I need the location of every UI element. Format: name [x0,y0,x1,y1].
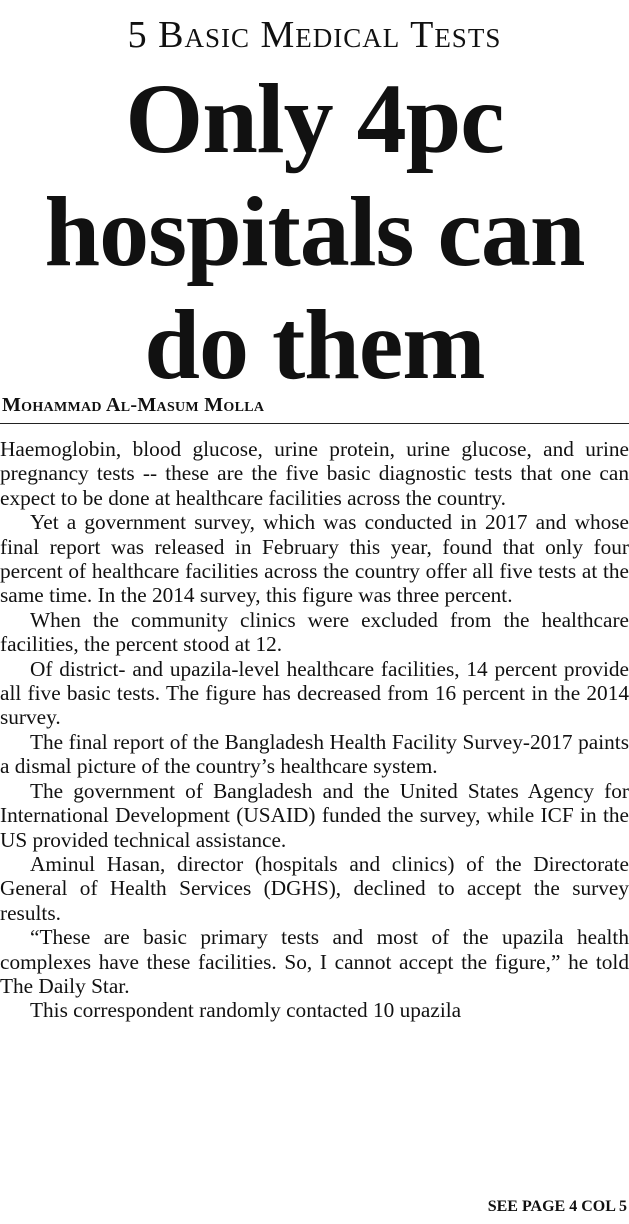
continued-jump-line: SEE PAGE 4 COL 5 [487,1198,627,1215]
article-body [0,437,629,1023]
headline-line: Only 4pc [125,63,504,174]
body-paragraph: The final report of the Bangladesh Health Facility Survey-2017 paints a dismal picture of the country’s healthcare system. [0,729,629,779]
byline-divider [0,423,629,424]
body-paragraph: This correspondent randomly contacted 10 upazila [30,998,462,1023]
body-paragraph: Yet a government survey, which was conducted in 2017 and whose final report was released in February this year, found that only four percent of healthcare facilities across the country offer all five tests at the same time. In the 2014 survey, this figure was three percent. [0,510,629,608]
body-paragraph: Aminul Hasan, director (hospitals and clinics) of the Directorate General of Health Services (DGHS), declined to accept the survey results. [0,851,629,925]
body-paragraph: Haemoglobin, blood glucose, urine protein, urine glucose, and urine pregnancy tests -- these are the five basic diagnostic tests that one can expect to be done at healthcare facilities across the country. [0,437,629,510]
body-paragraph: Of district- and upazila-level healthcare facilities, 14 percent provide all five basic tests. The figure has decreased from 16 percent in the 2014 survey. [0,656,629,730]
body-paragraph: “These are basic primary tests and most of the upazila health complexes have these facilities. So, I cannot accept the figure,” he told The Daily Star. [0,925,629,998]
body-paragraph: When the community clinics were excluded from the healthcare facilities, the percent stood at 12. [0,607,629,657]
headline-line: do them [144,289,485,400]
article-headline [0,62,629,401]
headline-line: hospitals can [44,176,585,287]
article-byline: Mohammad Al-Masum Molla [2,394,265,416]
body-paragraph: The government of Bangladesh and the United States Agency for International Development (USAID) funded the survey, while ICF in the US provided technical assistance. [0,778,629,852]
article-kicker: 5 Basic Medical Tests [127,14,502,56]
